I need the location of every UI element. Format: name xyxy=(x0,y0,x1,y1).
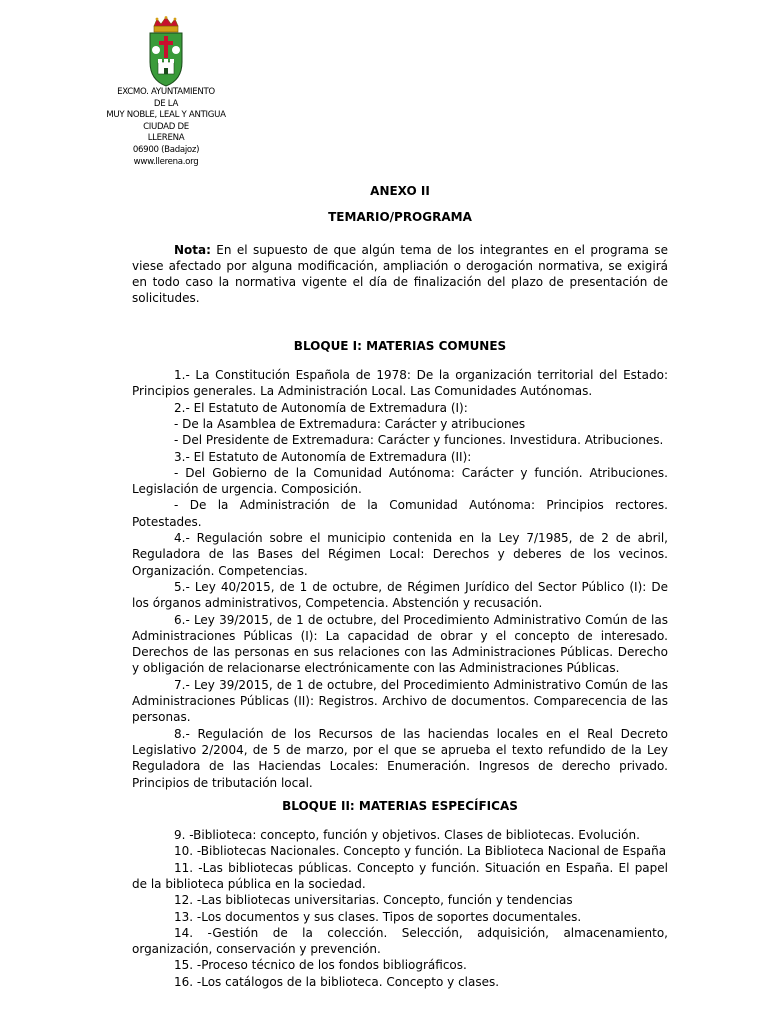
org-name-line-2: DE LA xyxy=(153,98,179,109)
program-title: TEMARIO/PROGRAMA xyxy=(328,210,472,225)
block2-title: BLOQUE II: MATERIAS ESPECÍFICAS xyxy=(282,798,518,813)
topic-item: 13. -Los documentos y sus clases. Tipos de soportes documentales. xyxy=(174,909,582,924)
topic-item: 11. -Las bibliotecas públicas. Concepto y función. Situación en España. El papel de la biblioteca pública en la sociedad. xyxy=(132,860,668,891)
note-paragraph xyxy=(132,242,668,307)
topic-item: 1.- La Constitución Española de 1978: De la organización territorial del Estado: Principios generales. La Administración Local. Las Comunidades Autónomas. xyxy=(132,368,668,399)
org-name-line-3: MUY NOBLE, LEAL Y ANTIGUA xyxy=(106,110,226,121)
block1-title: BLOQUE I: MATERIAS COMUNES xyxy=(293,338,507,353)
topic-item: 12. -Las bibliotecas universitarias. Concepto, función y tendencias xyxy=(174,893,573,908)
org-name-line-4: CIUDAD DE xyxy=(143,121,189,132)
topic-item: 4.- Regulación sobre el municipio contenida en la Ley 7/1985, de 2 de abril, Reguladora de las Bases del Régimen Local: Derechos y deberes de los vecinos. Organización. Competencias. xyxy=(132,531,668,578)
topic-item: 2.- El Estatuto de Autonomía de Extremadura (I): xyxy=(174,400,468,415)
topic-item: 7.- Ley 39/2015, de 1 de octubre, del Procedimiento Administrativo Común de las Administraciones Públicas (II): Registros. Archivo de documentos. Comparecencia de las personas. xyxy=(132,677,668,725)
topic-item: 9. -Biblioteca: concepto, función y objetivos. Clases de bibliotecas. Evolución. xyxy=(174,828,640,843)
topic-item: 3.- El Estatuto de Autonomía de Extremadura (II): xyxy=(174,449,472,464)
topic-subitem: - Del Presidente de Extremadura: Carácter y funciones. Investidura. Atribuciones. xyxy=(174,433,664,448)
topic-subitem: - De la Administración de la Comunidad Autónoma: Principios rectores. Potestades. xyxy=(132,498,668,529)
document-body xyxy=(132,183,668,990)
topic-subitem: - Del Gobierno de la Comunidad Autónoma: Carácter y función. Atribuciones. Legislación de urgencia. Composición. xyxy=(132,465,668,497)
topic-item: 16. -Los catálogos de la biblioteca. Concepto y clases. xyxy=(174,974,500,989)
org-name-line-5: LLERENA xyxy=(147,133,185,144)
topic-item: 8.- Regulación de los Recursos de las haciendas locales en el Real Decreto Legislativo 2/2004, de 5 de marzo, por el que se aprueba el texto refundido de la Ley Reguladora de las Haciendas Locales: Enumeración. Ingresos de derecho privado. Principios de tributación local. xyxy=(132,726,668,790)
topic-item: 15. -Proceso técnico de los fondos bibliográficos. xyxy=(174,958,467,973)
org-website: www.llerena.org xyxy=(133,156,199,167)
org-name-line-1: EXCMO. AYUNTAMIENTO xyxy=(117,87,215,97)
note-label: Nota: xyxy=(174,242,211,257)
topic-item: 14. -Gestión de la colección. Selección, adquisición, almacenamiento, organización, conservación y prevención. xyxy=(132,925,668,957)
municipal-crest-icon xyxy=(145,16,187,88)
topic-item: 6.- Ley 39/2015, de 1 de octubre, del Procedimiento Administrativo Común de las Administraciones Públicas (I): La capacidad de obrar y el concepto de interesado. Derechos de las personas en sus relaciones con las Administraciones Públicas. Derecho y obligación de relacionarse electrónicamente con las Administraciones Públicas. xyxy=(132,612,668,676)
organization-header xyxy=(96,87,236,168)
org-postal-address: 06900 (Badajoz) xyxy=(132,144,200,155)
annex-title: ANEXO II xyxy=(370,184,430,198)
note-text: En el supuesto de que algún tema de los integrantes en el programa se viese afectado por alguna modificación, ampliación o derogación normativa, se exigirá en todo caso la normativa vigente el día de finalización del plazo de presentación de solicitudes. xyxy=(132,242,668,306)
topic-subitem: - De la Asamblea de Extremadura: Carácter y atribuciones xyxy=(174,416,526,431)
topic-item: 10. -Bibliotecas Nacionales. Concepto y función. La Biblioteca Nacional de España xyxy=(174,844,667,859)
topic-item: 5.- Ley 40/2015, de 1 de octubre, de Régimen Jurídico del Sector Público (I): De los órganos administrativos, Competencia. Abstención y recusación. xyxy=(132,579,668,611)
